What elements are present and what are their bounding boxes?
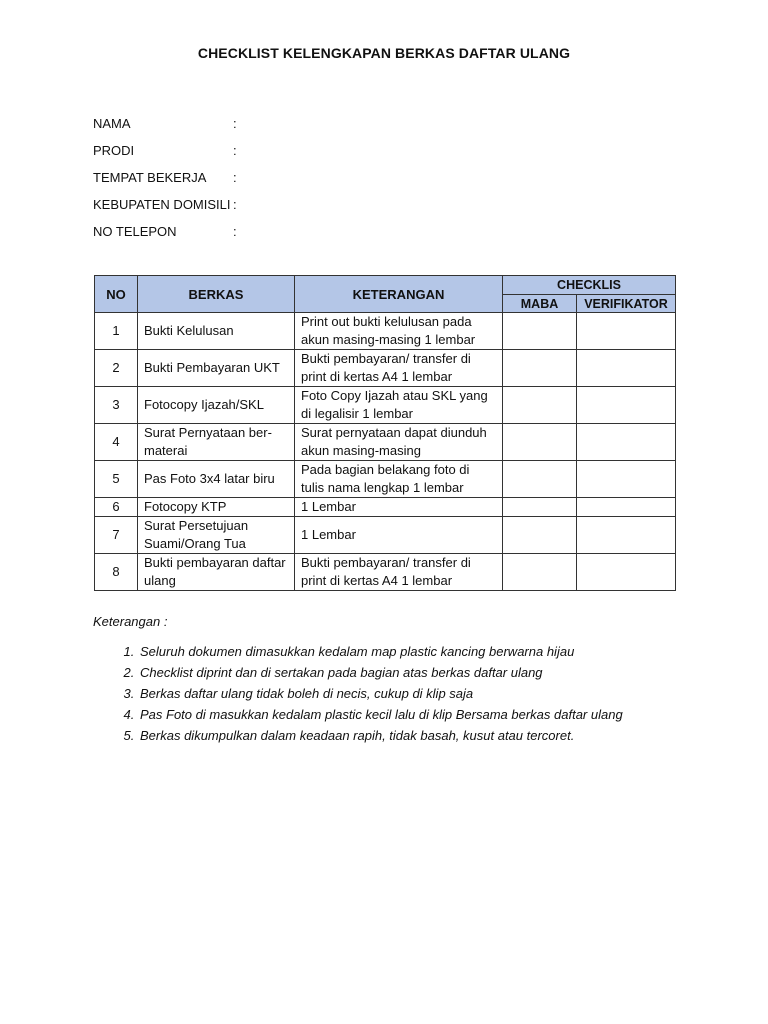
- header-verifikator: VERIFIKATOR: [577, 295, 676, 313]
- checkbox-verifikator[interactable]: [577, 387, 676, 424]
- checkbox-verifikator[interactable]: [577, 350, 676, 387]
- field-prodi: [93, 137, 243, 164]
- checkbox-maba[interactable]: [503, 498, 577, 517]
- table-row: [95, 387, 676, 424]
- row-keterangan: 1 Lembar: [295, 498, 503, 517]
- field-nama: [93, 110, 243, 137]
- field-label: PRODI: [93, 143, 135, 158]
- table-row: [95, 313, 676, 350]
- field-colon: :: [233, 197, 237, 212]
- notes-section: [93, 614, 623, 746]
- row-keterangan: Surat pernyataan dapat diunduh akun masing-masing: [295, 424, 503, 461]
- checkbox-verifikator[interactable]: [577, 517, 676, 554]
- header-checklis: CHECKLIS: [503, 276, 676, 295]
- checkbox-maba[interactable]: [503, 554, 577, 591]
- field-colon: :: [233, 143, 237, 158]
- list-item: 3. Berkas daftar ulang tidak boleh di necis, cukup di klip saja: [138, 683, 623, 704]
- header-no: NO: [95, 276, 138, 313]
- checkbox-verifikator[interactable]: [577, 313, 676, 350]
- list-item: 2. Checklist diprint dan di sertakan pada bagian atas berkas daftar ulang: [138, 662, 623, 683]
- list-item: 4. Pas Foto di masukkan kedalam plastic kecil lalu di klip Bersama berkas daftar ulang: [138, 704, 623, 725]
- list-item: 1. Seluruh dokumen dimasukkan kedalam map plastic kancing berwarna hijau: [138, 641, 623, 662]
- checkbox-verifikator[interactable]: [577, 461, 676, 498]
- row-no: 3: [95, 387, 138, 424]
- row-berkas: Fotocopy Ijazah/SKL: [138, 387, 295, 424]
- row-berkas: Surat Pernyataan ber-materai: [138, 424, 295, 461]
- checkbox-maba[interactable]: [503, 461, 577, 498]
- field-label: NO TELEPON: [93, 224, 177, 239]
- field-colon: :: [233, 224, 237, 239]
- row-keterangan: Foto Copy Ijazah atau SKL yang di legalisir 1 lembar: [295, 387, 503, 424]
- checkbox-verifikator[interactable]: [577, 498, 676, 517]
- header-maba: MABA: [503, 295, 577, 313]
- table-row: [95, 517, 676, 554]
- table-row: [95, 350, 676, 387]
- checkbox-maba[interactable]: [503, 350, 577, 387]
- document-title: CHECKLIST KELENGKAPAN BERKAS DAFTAR ULANG: [197, 45, 571, 61]
- checkbox-verifikator[interactable]: [577, 554, 676, 591]
- field-colon: :: [233, 170, 237, 185]
- row-keterangan: Print out bukti kelulusan pada akun masing-masing 1 lembar: [295, 313, 503, 350]
- row-keterangan: 1 Lembar: [295, 517, 503, 554]
- checkbox-maba[interactable]: [503, 387, 577, 424]
- field-label: NAMA: [93, 116, 131, 131]
- row-no: 8: [95, 554, 138, 591]
- table-row: [95, 498, 676, 517]
- checklist-table: [94, 275, 676, 591]
- row-keterangan: Bukti pembayaran/ transfer di print di kertas A4 1 lembar: [295, 350, 503, 387]
- row-no: 7: [95, 517, 138, 554]
- list-item: 5. Berkas dikumpulkan dalam keadaan rapih, tidak basah, kusut atau tercoret.: [138, 725, 623, 746]
- row-no: 5: [95, 461, 138, 498]
- row-berkas: Surat Persetujuan Suami/Orang Tua: [138, 517, 295, 554]
- row-berkas: Bukti Kelulusan: [138, 313, 295, 350]
- header-keterangan: KETERANGAN: [295, 276, 503, 313]
- checkbox-maba[interactable]: [503, 424, 577, 461]
- row-berkas: Bukti pembayaran daftar ulang: [138, 554, 295, 591]
- row-no: 4: [95, 424, 138, 461]
- row-keterangan: Bukti pembayaran/ transfer di print di kertas A4 1 lembar: [295, 554, 503, 591]
- field-label: TEMPAT BEKERJA: [93, 170, 207, 185]
- row-no: 2: [95, 350, 138, 387]
- checkbox-verifikator[interactable]: [577, 424, 676, 461]
- table-row: [95, 424, 676, 461]
- row-no: 1: [95, 313, 138, 350]
- notes-list: [93, 641, 623, 746]
- field-tempat-bekerja: [93, 164, 243, 191]
- table-row: [95, 461, 676, 498]
- row-no: 6: [95, 498, 138, 517]
- row-berkas: Pas Foto 3x4 latar biru: [138, 461, 295, 498]
- identity-fields: [93, 110, 243, 245]
- field-kebupaten-domisili: [93, 191, 243, 218]
- checkbox-maba[interactable]: [503, 313, 577, 350]
- row-berkas: Bukti Pembayaran UKT: [138, 350, 295, 387]
- field-label: KEBUPATEN DOMISILI: [93, 197, 231, 212]
- field-colon: :: [233, 116, 237, 131]
- checkbox-maba[interactable]: [503, 517, 577, 554]
- table-row: [95, 554, 676, 591]
- notes-title: Keterangan :: [93, 614, 168, 629]
- field-no-telepon: [93, 218, 243, 245]
- row-berkas: Fotocopy KTP: [138, 498, 295, 517]
- header-berkas: BERKAS: [138, 276, 295, 313]
- row-keterangan: Pada bagian belakang foto di tulis nama lengkap 1 lembar: [295, 461, 503, 498]
